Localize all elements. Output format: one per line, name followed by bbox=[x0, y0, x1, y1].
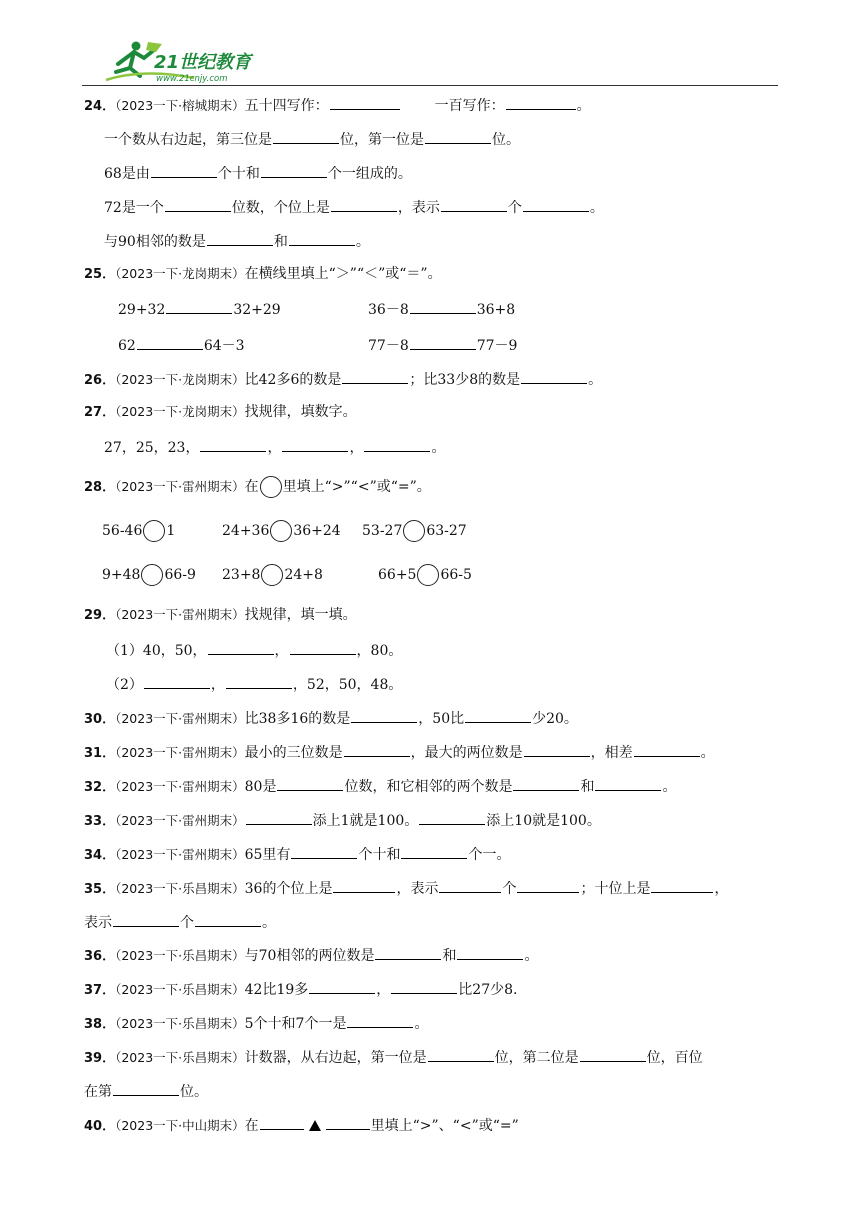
answer-blank[interactable] bbox=[465, 707, 531, 723]
triangle-icon bbox=[309, 1120, 321, 1131]
answer-blank[interactable] bbox=[439, 877, 501, 893]
answer-blank[interactable] bbox=[333, 877, 395, 893]
answer-blank[interactable] bbox=[289, 230, 355, 246]
answer-blank[interactable] bbox=[165, 196, 231, 212]
question-35-line-2: 表示 个 。 bbox=[84, 911, 276, 931]
answer-blank[interactable] bbox=[347, 1012, 413, 1028]
answer-blank[interactable] bbox=[523, 196, 589, 212]
answer-blank[interactable] bbox=[634, 741, 700, 757]
answer-blank[interactable] bbox=[410, 298, 476, 314]
question-29-sub-2: （2） ， ，52，50，48。 bbox=[106, 673, 402, 693]
question-39-line-1: 39．（2023一下·乐昌期末）计数器，从右边起，第一位是 位，第二位是 位，百位 bbox=[84, 1046, 703, 1066]
question-34: 34．（2023一下·雷州期末）65里有 个十和 个一。 bbox=[84, 843, 510, 863]
circle-icon bbox=[260, 476, 282, 498]
question-33: 33．（2023一下·雷州期末） 添上1就是100。 添上10就是100。 bbox=[84, 809, 601, 829]
answer-blank[interactable] bbox=[517, 877, 579, 893]
triangle-blank[interactable] bbox=[259, 1114, 371, 1136]
question-31: 31．（2023一下·雷州期末）最小的三位数是 ，最大的两位数是 ，相差 。 bbox=[84, 741, 715, 761]
answer-blank[interactable] bbox=[144, 673, 210, 689]
question-38: 38．（2023一下·乐昌期末）5个十和7个一是 。 bbox=[84, 1012, 428, 1032]
question-39-line-2: 在第 位。 bbox=[84, 1080, 208, 1100]
question-24-line-5: 与90相邻的数是 和 。 bbox=[104, 230, 370, 250]
answer-circle[interactable] bbox=[270, 520, 292, 542]
question-25-item-2: 36－8 36+8 bbox=[368, 298, 515, 318]
answer-blank[interactable] bbox=[513, 775, 579, 791]
question-29: 29．（2023一下·雷州期末）找规律，填一填。 bbox=[84, 607, 357, 623]
question-28-item-1: 56-46 1 bbox=[102, 518, 175, 544]
question-30: 30．（2023一下·雷州期末）比38多16的数是 ，50比 少20。 bbox=[84, 707, 578, 727]
answer-blank[interactable] bbox=[207, 230, 273, 246]
question-24-line-3: 68是由 个十和 个一组成的。 bbox=[104, 162, 412, 182]
question-27-sequence: 27，25，23， ， ， 。 bbox=[104, 436, 445, 456]
answer-blank[interactable] bbox=[261, 162, 327, 178]
answer-blank[interactable] bbox=[425, 128, 491, 144]
answer-blank[interactable] bbox=[401, 843, 467, 859]
answer-blank[interactable] bbox=[330, 94, 400, 110]
question-37: 37．（2023一下·乐昌期末）42比19多 ， 比27少8. bbox=[84, 978, 517, 998]
answer-blank[interactable] bbox=[441, 196, 507, 212]
question-28-item-2: 24+36 36+24 bbox=[222, 518, 341, 544]
answer-blank[interactable] bbox=[166, 298, 232, 314]
logo-title: 21世纪教育 bbox=[154, 52, 252, 73]
answer-blank[interactable] bbox=[651, 877, 713, 893]
question-28-item-6: 66+5 66-5 bbox=[378, 562, 472, 588]
answer-blank[interactable] bbox=[226, 673, 292, 689]
answer-blank[interactable] bbox=[151, 162, 217, 178]
question-28-item-5: 23+8 24+8 bbox=[222, 562, 323, 588]
logo-21cnjy bbox=[104, 38, 274, 86]
question-28: 28．（2023一下·雷州期末）在 里填上“>”“<”或“=”。 bbox=[84, 474, 431, 500]
question-35-line-1: 35．（2023一下·乐昌期末）36的个位上是 ，表示 个 ；十位上是 ， bbox=[84, 877, 728, 897]
answer-blank[interactable] bbox=[200, 436, 266, 452]
answer-blank[interactable] bbox=[506, 94, 576, 110]
answer-blank[interactable] bbox=[208, 639, 274, 655]
answer-blank[interactable] bbox=[273, 128, 339, 144]
question-25-item-1: 29+32 32+29 bbox=[118, 298, 281, 318]
question-40: 40．（2023一下·中山期末）在 里填上“>”、“<”或“=” bbox=[84, 1114, 519, 1134]
answer-blank[interactable] bbox=[410, 334, 476, 350]
question-26: 26．（2023一下·龙岗期末）比42多6的数是 ；比33少8的数是 。 bbox=[84, 368, 602, 388]
question-24-line-4: 72是一个 位数，个位上是 ，表示 个 。 bbox=[104, 196, 604, 216]
answer-blank[interactable] bbox=[137, 334, 203, 350]
answer-blank[interactable] bbox=[391, 978, 457, 994]
answer-blank[interactable] bbox=[364, 436, 430, 452]
answer-blank[interactable] bbox=[428, 1046, 494, 1062]
answer-blank[interactable] bbox=[246, 809, 312, 825]
question-29-sub-1: （1）40，50， ， ，80。 bbox=[106, 639, 402, 659]
answer-circle[interactable] bbox=[417, 564, 439, 586]
answer-blank[interactable] bbox=[524, 741, 590, 757]
question-36: 36．（2023一下·乐昌期末）与70相邻的两位数是 和 。 bbox=[84, 944, 538, 964]
answer-blank[interactable] bbox=[419, 809, 485, 825]
answer-blank[interactable] bbox=[521, 368, 587, 384]
answer-circle[interactable] bbox=[261, 564, 283, 586]
answer-blank[interactable] bbox=[195, 911, 261, 927]
page-header bbox=[0, 0, 860, 90]
answer-blank[interactable] bbox=[331, 196, 397, 212]
answer-blank[interactable] bbox=[113, 1080, 179, 1096]
answer-circle[interactable] bbox=[403, 520, 425, 542]
question-28-item-3: 53-27 63-27 bbox=[362, 518, 467, 544]
question-25-item-3: 62 64－3 bbox=[118, 334, 245, 354]
answer-blank[interactable] bbox=[457, 944, 523, 960]
answer-blank[interactable] bbox=[282, 436, 348, 452]
answer-blank[interactable] bbox=[342, 368, 408, 384]
answer-blank[interactable] bbox=[351, 707, 417, 723]
answer-blank[interactable] bbox=[113, 911, 179, 927]
answer-blank[interactable] bbox=[290, 639, 356, 655]
answer-blank[interactable] bbox=[344, 741, 410, 757]
logo-url: www.21cnjy.com bbox=[156, 74, 228, 84]
question-32: 32．（2023一下·雷州期末）80是 位数，和它相邻的两个数是 和 。 bbox=[84, 775, 676, 795]
answer-blank[interactable] bbox=[375, 944, 441, 960]
header-divider bbox=[82, 85, 778, 86]
question-25: 25．（2023一下·龙岗期末）在横线里填上“＞”“＜”或“＝”。 bbox=[84, 266, 442, 282]
question-24-line-2: 一个数从右边起，第三位是 位，第一位是 位。 bbox=[104, 128, 520, 148]
question-24-line-1: 24．（2023一下·榕城期末）五十四写作： 一百写作： 。 bbox=[84, 94, 591, 114]
answer-blank[interactable] bbox=[277, 775, 343, 791]
answer-blank[interactable] bbox=[291, 843, 357, 859]
answer-circle[interactable] bbox=[143, 520, 165, 542]
answer-circle[interactable] bbox=[141, 564, 163, 586]
question-25-item-4: 77－8 77－9 bbox=[368, 334, 517, 354]
question-27: 27．（2023一下·龙岗期末）找规律，填数字。 bbox=[84, 404, 357, 420]
question-28-item-4: 9+48 66-9 bbox=[102, 562, 196, 588]
answer-blank[interactable] bbox=[580, 1046, 646, 1062]
answer-blank[interactable] bbox=[595, 775, 661, 791]
answer-blank[interactable] bbox=[309, 978, 375, 994]
